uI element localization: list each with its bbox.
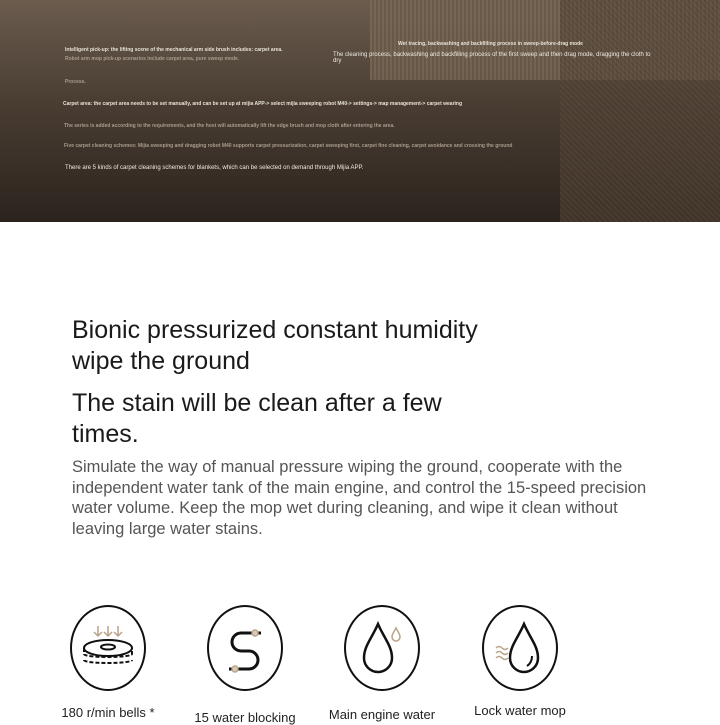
feature-item: [190, 605, 300, 725]
hero-text: Intelligent pick-up: the lifting scene of the mechanical arm side brush includes: carpet area.: [65, 47, 283, 53]
hero-text: The series is added according to the requirements, and the host will automatically lift the edge brush and mop cloth after entering the area.: [64, 123, 395, 129]
hero-text: There are 5 kinds of carpet cleaning schemes for blankets, which can be selected on demand through Mijia APP.: [65, 165, 364, 171]
feature-label: 15 water blocking: [194, 710, 296, 725]
water-drop-icon: [344, 605, 420, 691]
texture: [560, 0, 720, 222]
feature-item: [327, 605, 437, 722]
lock-water-drop-icon: [482, 605, 558, 691]
hero-text: The cleaning process, backwashing and backfilling process of the first sweep and then drag mode, dragging the cloth to dry: [333, 52, 651, 64]
water-path-icon: [207, 605, 283, 691]
feature-label: Lock water mop: [474, 703, 566, 718]
feature-label: Main engine water: [328, 707, 436, 722]
hero-text: Wet tracing, backwashing and backfilling process in sweep-before-drag mode: [398, 41, 583, 47]
feature-item: [53, 605, 163, 720]
hero-text: Robot arm mop pick-up scenarios include carpet area, pure sweep mode.: [65, 56, 240, 62]
feature-item: [465, 605, 575, 718]
heading-secondary: The stain will be clean after a few times.: [72, 389, 442, 448]
hero-text: Carpet area: the carpet area needs to be set manually, and can be set up at mijia APP-> select mijia sweeping robot M40-> settings-> map management-> carpet wearing: [63, 101, 463, 107]
hero-image: [0, 0, 720, 222]
hero-text: Five carpet cleaning schemes: Mijia sweeping and dragging robot M40 supports carpet pressurization, carpet sweeping first, carpet fine cleaning, carpet avoidance and crossing the ground: [64, 143, 513, 149]
hero-text: Process.: [65, 79, 86, 85]
mop-pressure-icon: [70, 605, 146, 691]
feature-label: 180 r/min bells *: [61, 705, 155, 720]
description: Simulate the way of manual pressure wiping the ground, cooperate with the independent water tank of the main engine, and control the 15-speed precision water volume. Keep the mop wet during cleaning, and wipe it clean without leaving large water stains.: [72, 458, 647, 538]
heading-primary: Bionic pressurized constant humidity wipe the ground: [72, 316, 478, 375]
